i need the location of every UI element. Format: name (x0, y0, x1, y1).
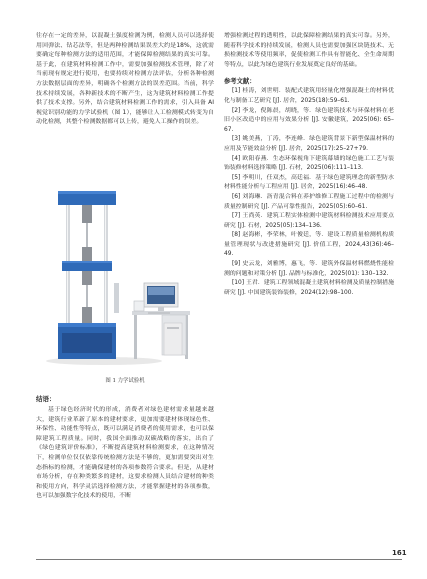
left-conclusion (36, 394, 214, 502)
right-column (224, 32, 394, 298)
reference-item: [7] 王尚英．建筑工程实体检测中建筑材料检测技术应用要点研究 [J]. 石材，2025(05):134–136. (224, 213, 394, 229)
reference-item: [3] 姚美燕，丁涛，李连峰．绿色建筑背景下新型保温材料的应用及节能效益分析 [J]. 居舍，2025(17):25–27+79. (224, 136, 394, 152)
reference-item: [9] 史云龙，刘雅博，惠飞，等．建筑外保温材料燃烧性能检测的问题和对策分析 [J]. 品牌与标准化，2025(01): 130–132. (224, 261, 394, 277)
figure-caption: 图 1 力学试验机 (105, 378, 145, 384)
reference-item: [6] 刘海琳．沥青混合料在养护维修工程施工过程中的检测与质量控制研究 [J]. 产品可靠性报告，2025(05):60–61. (224, 193, 394, 210)
reference-item: [8] 赵海彬，李荣林，叶俊廷，等．建设工程质量检测机构质量管理现状与改进措施研究 [J]. 价值工程，2024,43(36):46–49. (224, 232, 394, 258)
conclusion-text: 基于绿色经济时代的形成，消费者对绿色建材需求量越来越大，建筑行业革新了原本的建材要求，更加需要建材体现绿色性、环保性、功能性等特点，既可以满足消费者的使用需求，也可以保障建筑工程质量。同时，我国全面推动双碳战略的落实，出台了《绿色建筑评价标准》，不断提高建筑材料检测要求，在这种情况下，检测单位仅仅依靠传统检测方法是不够的，更加需要突出对生态指标的检测，才能确保建材的各项参数符合要求。但是，从建材市场分析，存在种类繁多的建材，这要求检测人员结合建材的种类和使用方向，科学灵活选择检测方法，才能掌握建材的各项参数，也可以加强数字化技术的使用，不断 (36, 407, 214, 500)
reference-item: [4] 欧阳春燕．生态环保视角下建筑幕墙的绿色施工工艺与装饰装修材料选择策略 [J]. 石材，2025(06):111–113. (224, 155, 394, 172)
references-heading: 参考文献： (224, 78, 256, 86)
conclusion-heading: 结语： (36, 395, 56, 403)
mechanical-testing-machine-photo (44, 183, 194, 370)
reference-list (224, 87, 394, 298)
left-intro-paragraph (36, 32, 214, 128)
reference-item: [10] 王君．建筑工程领域混凝土建筑材料检测及质量控制措施研究 [J]. 中国建筑装饰装修，2024(12):98–100. (224, 280, 394, 296)
conclusion-paragraph (36, 406, 214, 502)
left-column (36, 32, 214, 128)
right-intro-paragraph (224, 32, 394, 70)
body-text: 往存在一定的差异，以混凝土强度检测为例，检测人员可以选择使用回弹法、钻芯法等，但是两种检测结果误差大约是18%，这就需要确定每种检测方法的适用范围，才能保障检测结果的真实可靠。基于此，在建筑材料检测工作中，需要加强检测技术管理，除了对当前现有规定进行使用，也要持续对检测方法评估，分析各种检测方法数据层面的差异，明确各个检测方法的误差范围。当前，科学技术持续发展，各种新技术的不断产生，这为建筑材料检测工作提供了技术支撑。另外，结合建筑材料检测工作的需求，引入具备 AI 视觉识别功能的力学试验机（图 1），能够让人工检测模式转变为自动化检测，其整个检测数据都可以上传，避免人工操作的误差。 (36, 33, 214, 126)
reference-item: [1] 桂涛，刘世明．装配式建筑用轻量化增强混凝土的材料优化与制备工艺研究 [J]. 居舍，2025(18):59–61. (224, 88, 394, 104)
right-body-text: 增强检测过程的透明性，以此保障检测结果的真实可靠。另外，随着科学技术的持续发展，检测人员也需要加强区块链技术、无损检测技术等使用频率，促使检测工作具有智能化、全生命周期等特点，以此为绿色建筑行业发展奠定良好的基础。 (224, 33, 394, 68)
page-number: 161 (392, 549, 407, 557)
reference-item: [5] 李明川，任双杰，高廷福．基于绿色建筑理念的新型防水材料性能分析与工程应用 [J]. 居舍，2025(16):46–48. (224, 174, 394, 191)
reference-item: [2] 李龙，倪陈晨，胡晓，等．绿色建筑技术与环保材料在老旧小区改造中的应用与效果分析 [J]. 安徽建筑，2025(06): 65–67. (224, 107, 394, 133)
footer-rule (36, 559, 402, 560)
